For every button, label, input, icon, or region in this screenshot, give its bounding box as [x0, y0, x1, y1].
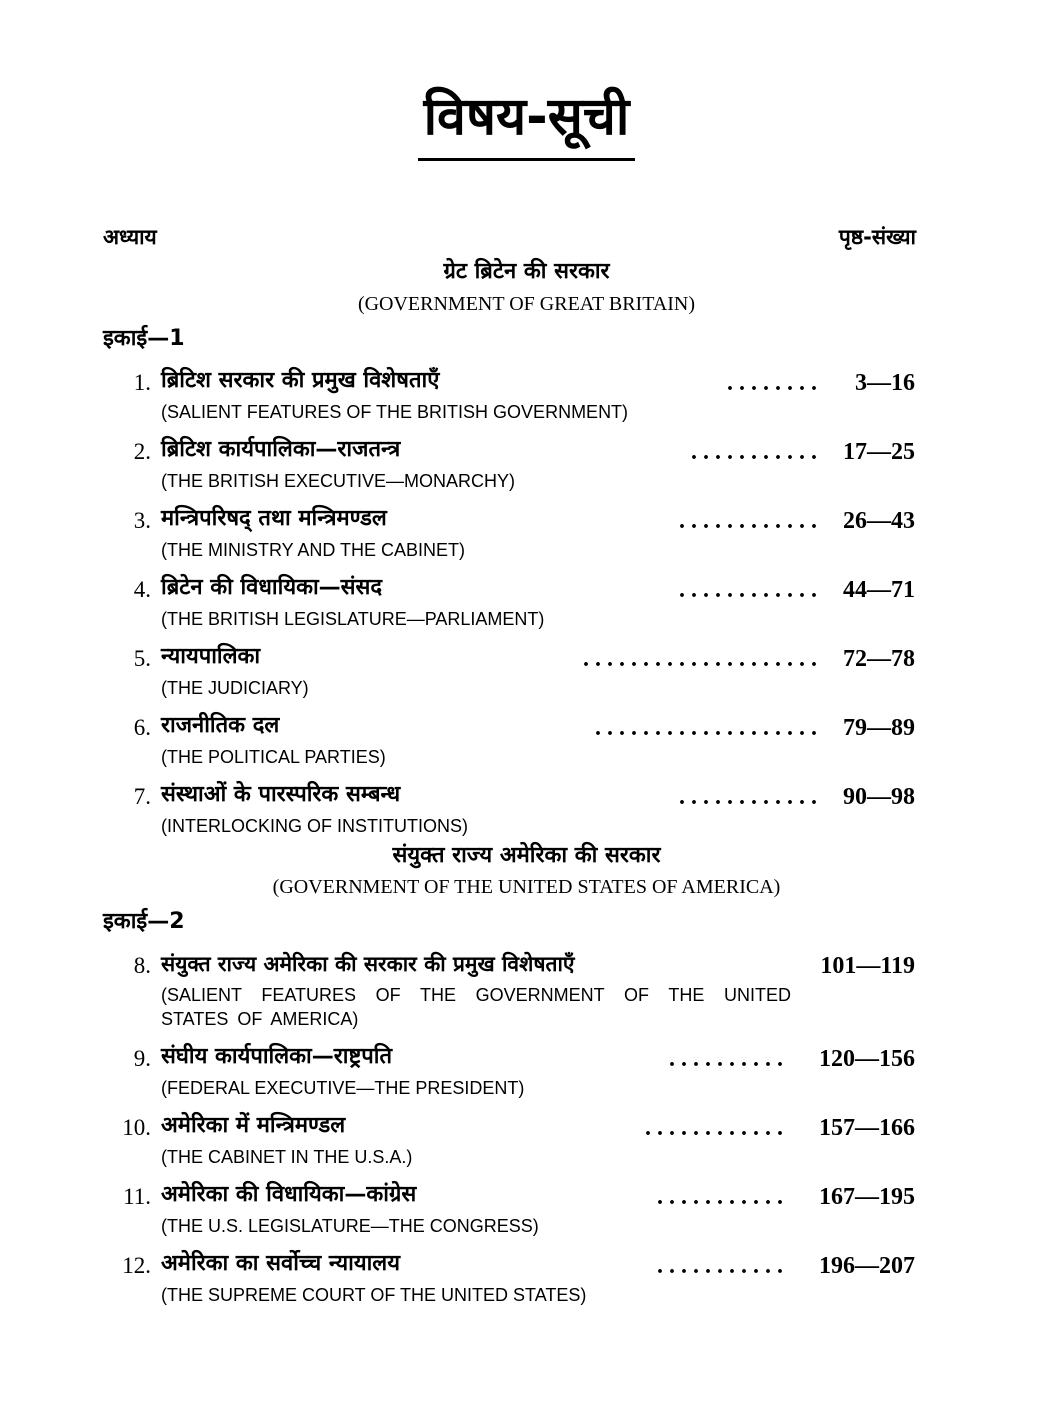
- chapter-title-english: (THE CABINET IN THE U.S.A.): [161, 1147, 413, 1167]
- leader-dots: . . . . . . . . . . . . . . . . . . . .: [583, 646, 817, 672]
- leader-dots: . . . . . . . . . .: [669, 1046, 783, 1072]
- toc-entry-row: [103, 640, 915, 676]
- chapter-title-english: (FEDERAL EXECUTIVE—THE PRESIDENT): [161, 1078, 525, 1098]
- chapter-title-english: (THE U.S. LEGISLATURE—THE CONGRESS): [161, 1216, 539, 1236]
- toc-entry-row: [103, 709, 915, 745]
- page-range: 120—156: [811, 1044, 915, 1074]
- leader-dots: . . . . . . . . . . .: [691, 439, 817, 465]
- chapter-title-hindi: राजनीतिक दल: [161, 709, 289, 743]
- toc-entry-row: [103, 571, 915, 607]
- leader-dots: . . . . . . . . . . . .: [679, 577, 817, 603]
- chapter-title-hindi: अमेरिका की विधायिका—कांग्रेस: [161, 1178, 426, 1212]
- chapter-number: 12.: [122, 1253, 151, 1278]
- chapter-title-english: (THE BRITISH LEGISLATURE—PARLIAMENT): [161, 609, 545, 629]
- chapter-title-english: (SALIENT FEATURES OF THE GOVERNMENT OF THE UNITED STATES OF AMERICA): [161, 985, 791, 1029]
- chapter-title-hindi: ब्रिटिश कार्यपालिका—राजतन्त्र: [161, 433, 410, 467]
- toc-entry: [103, 947, 915, 1031]
- page-range: 79—89: [835, 713, 915, 743]
- chapter-title-english: (INTERLOCKING OF INSTITUTIONS): [161, 816, 469, 836]
- chapter-title-english: (THE JUDICIARY): [161, 678, 309, 698]
- chapter-number: 4.: [133, 577, 151, 602]
- toc-entry: [103, 571, 915, 631]
- section-heading-english: (GOVERNMENT OF THE UNITED STATES OF AMERICA): [272, 876, 781, 898]
- toc-entry: [103, 433, 915, 493]
- chapter-column-header: अध्याय: [103, 225, 157, 249]
- toc-entry-row: [103, 433, 915, 469]
- toc-entry: [103, 709, 915, 769]
- chapter-number: 10.: [122, 1115, 151, 1140]
- chapter-number: 8.: [133, 953, 151, 978]
- leader-dots: . . . . . . . . . . . .: [679, 784, 817, 810]
- page-range: 196—207: [811, 1251, 915, 1281]
- section-heading-hindi: संयुक्त राज्य अमेरिका की सरकार: [392, 843, 661, 868]
- chapter-title-hindi: संयुक्त राज्य अमेरिका की सरकार की प्रमुख विशेषताएँ: [161, 947, 585, 981]
- leader-dots: . . . . . . . . . . .: [657, 1184, 783, 1210]
- leader-dots: . . . . . . . . . . .: [657, 1253, 783, 1279]
- toc-entry-row: [103, 1109, 915, 1145]
- toc-entry-row: [103, 778, 915, 814]
- page-range: 101—119: [812, 951, 915, 981]
- chapter-title-hindi: संस्थाओं के पारस्परिक सम्बन्ध: [161, 778, 410, 812]
- chapter-title-english: (SALIENT FEATURES OF THE BRITISH GOVERNMENT): [161, 402, 629, 422]
- leader-dots: . . . . . . . . . . . .: [679, 508, 817, 534]
- page-range: 17—25: [835, 437, 915, 467]
- chapter-number: 9.: [133, 1046, 151, 1071]
- chapter-number: 1.: [133, 370, 151, 395]
- chapter-title-english: (THE BRITISH EXECUTIVE—MONARCHY): [161, 471, 516, 491]
- toc-entry: [103, 640, 915, 700]
- section-heading-hindi: ग्रेट ब्रिटेन की सरकार: [443, 259, 610, 284]
- leader-dots: . . . . . . . .: [727, 370, 817, 396]
- toc-entry-row: [103, 502, 915, 538]
- chapter-title-english: (THE SUPREME COURT OF THE UNITED STATES): [161, 1285, 587, 1305]
- page-range: 90—98: [835, 782, 915, 812]
- page-title: विषय-सूची: [418, 82, 636, 161]
- toc-entry-row: [103, 364, 915, 400]
- section-heading-english: (GOVERNMENT OF GREAT BRITAIN): [357, 293, 696, 315]
- chapter-number: 2.: [133, 439, 151, 464]
- page-range: 3—16: [847, 368, 915, 398]
- toc-entry: [103, 502, 915, 562]
- toc-entry-row: [103, 947, 915, 983]
- chapter-number: 7.: [133, 784, 151, 809]
- page-number-column-header: पृष्ठ-संख्या: [838, 225, 916, 249]
- toc-entry: [103, 364, 915, 424]
- page-range: 44—71: [835, 575, 915, 605]
- chapter-title-hindi: मन्त्रिपरिषद् तथा मन्त्रिमण्डल: [161, 502, 397, 536]
- chapter-title-hindi: अमेरिका का सर्वोच्च न्यायालय: [161, 1247, 410, 1281]
- page-range: 72—78: [835, 644, 915, 674]
- toc-entry-row: [103, 1178, 915, 1214]
- page-range: 167—195: [811, 1182, 915, 1212]
- toc-entry: [103, 1109, 915, 1169]
- toc-entry-row: [103, 1247, 915, 1283]
- chapter-title-english: (THE MINISTRY AND THE CABINET): [161, 540, 466, 560]
- toc-entry-row: [103, 1040, 915, 1076]
- chapter-title-hindi: ब्रिटिश सरकार की प्रमुख विशेषताएँ: [161, 364, 449, 398]
- unit-label: इकाई—2: [103, 909, 185, 934]
- chapter-number: 6.: [133, 715, 151, 740]
- chapter-number: 5.: [133, 646, 151, 671]
- chapter-title-hindi: अमेरिका में मन्त्रिमण्डल: [161, 1109, 355, 1143]
- leader-dots: . . . . . . . . . . . .: [645, 1115, 783, 1141]
- toc-entry: [103, 1040, 915, 1100]
- chapter-title-english: (THE POLITICAL PARTIES): [161, 747, 386, 767]
- chapter-title-hindi: संघीय कार्यपालिका—राष्ट्रपति: [161, 1040, 402, 1074]
- chapter-number: 3.: [133, 508, 151, 533]
- title-wrapper: [0, 82, 1053, 161]
- chapter-title-hindi: ब्रिटेन की विधायिका—संसद: [161, 571, 392, 605]
- toc-entry: [103, 1178, 915, 1238]
- page-range: 157—166: [811, 1113, 915, 1143]
- chapter-number: 11.: [123, 1184, 151, 1209]
- toc-entry: [103, 778, 915, 838]
- toc-entry: [103, 1247, 915, 1307]
- leader-dots: . . . . . . . . . . . . . . . . . . .: [595, 715, 817, 741]
- chapter-title-hindi: न्यायपालिका: [161, 640, 270, 674]
- page-range: 26—43: [835, 506, 915, 536]
- unit-label: इकाई—1: [103, 326, 185, 351]
